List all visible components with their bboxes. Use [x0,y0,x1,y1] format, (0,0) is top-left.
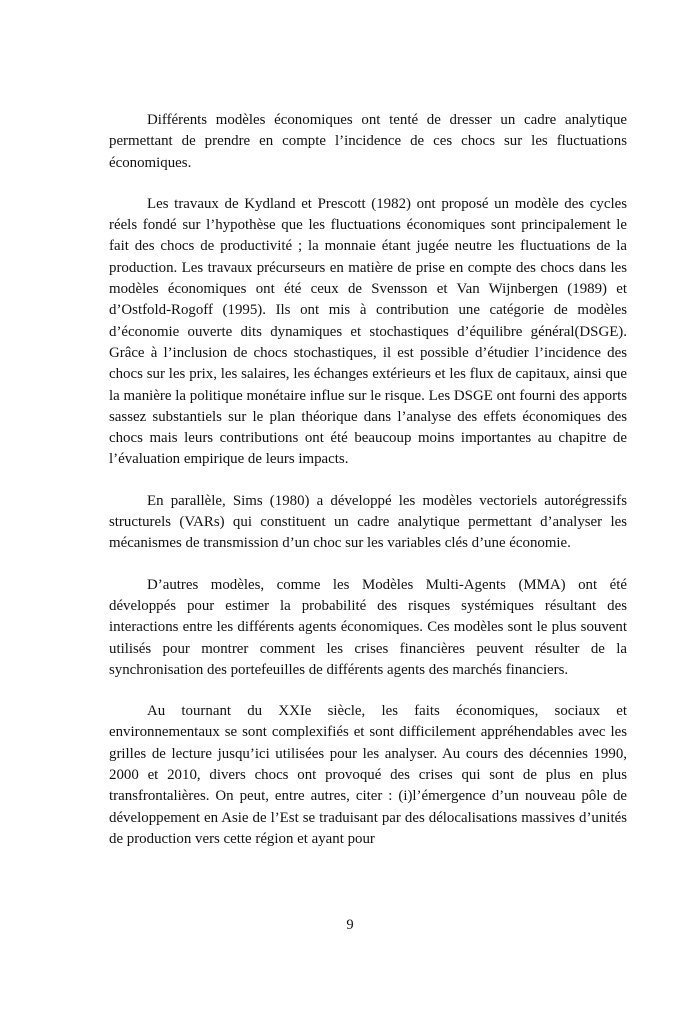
paragraph-1: Différents modèles économiques ont tenté de dresser un cadre analytique permettant de prendre en compte l’incidence de ces chocs sur les fluctuations économiques. [109,112,627,171]
paragraph-2: Les travaux de Kydland et Prescott (1982) ont proposé un modèle des cycles réels fondé sur l’hypothèse que les fluctuations économiques sont principalement le fait des chocs de productivité ; la monnaie étant jugée neutre les fluctuations de la production. Les travaux précurseurs en matière de prise en compte des chocs dans les modèles économiques ont été ceux de Svensson et Van Wijnbergen (1989) et d’Ostfold-Rogoff (1995). Ils ont mis à contribution une catégorie de modèles d’économie ouverte dits dynamiques et stochastiques d’équilibre général(DSGE). Grâce à l’inclusion de chocs stochastiques, il est possible d’étudier l’incidence des chocs sur les prix, les salaires, les échanges extérieurs et les flux de capitaux, ainsi que la manière la politique monétaire influe sur le risque. Les DSGE ont fourni des apports sassez substantiels sur le plan théorique dans l’analyse des effets économiques des chocs mais leurs contributions ont été beaucoup moins importantes au chapitre de l’évaluation empirique de leurs impacts. [109,195,627,468]
paragraph-5: Au tournant du XXIe siècle, les faits économiques, sociaux et environnementaux se sont complexifiés et sont difficilement appréhendables avec les grilles de lecture jusqu’ici utilisées pour les analyser. Au cours des décennies 1990, 2000 et 2010, divers chocs ont provoqué des crises qui sont de plus en plus transfrontalières. On peut, entre autres, citer : (i)l’émergence d’un nouveau pôle de développement en Asie de l’Est se traduisant par des délocalisations massives d’unités de production vers cette région et ayant pour [109,703,627,847]
page-number: 9 [346,917,354,933]
body-text [109,110,627,870]
paragraph-3: En parallèle, Sims (1980) a développé les modèles vectoriels autorégressifs structurels (VARs) qui constituent un cadre analytique permettant d’analyser les mécanismes de transmission d’un choc sur les variables clés d’une économie. [109,492,627,552]
paragraph-4: D’autres modèles, comme les Modèles Multi-Agents (MMA) ont été développés pour estimer la probabilité des risques systémiques résultant des interactions entre les différents agents économiques. Ces modèles sont le plus souvent utilisés pour montrer comment les crises financières peuvent résulter de la synchronisation des portefeuilles de différents agents des marchés financiers. [109,576,627,678]
